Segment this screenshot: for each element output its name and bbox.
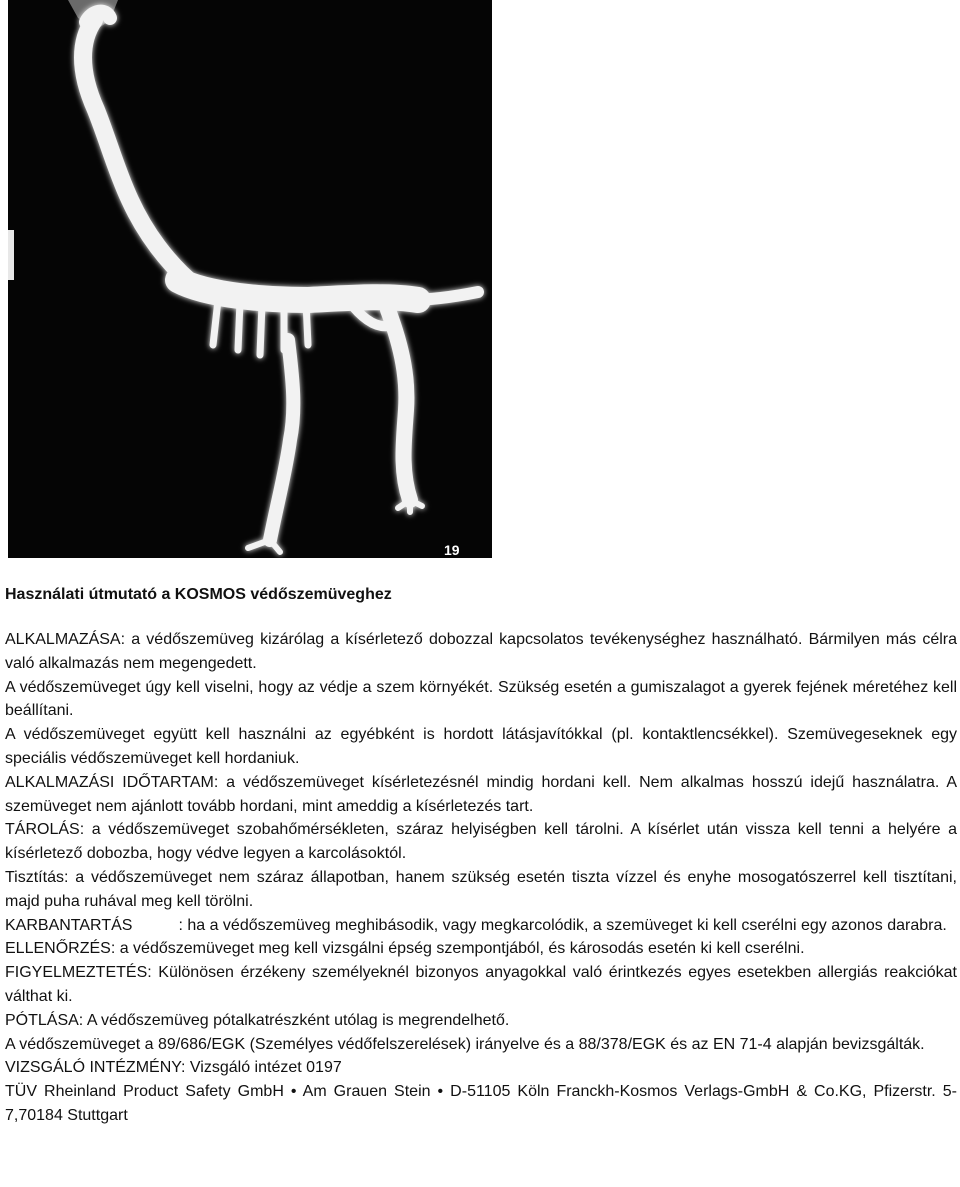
manual-text xyxy=(5,584,957,1128)
paragraph-replacement: PÓTLÁSA: A védőszemüveg pótalkatrészként utólag is megrendelhető. xyxy=(5,1011,510,1029)
page-number: 19 xyxy=(444,542,460,558)
paragraph-directive: A védőszemüveget a 89/686/EGK (Személyes védőfelszerelések) irányelve és a 88/378/EGK és az EN 71-4 alapján bevizsgálták. xyxy=(5,1035,925,1053)
manual-title: Használati útmutató a KOSMOS védőszemüveghez xyxy=(5,586,392,603)
skeleton-illustration xyxy=(8,0,492,558)
paragraph-test-institute: VIZSGÁLÓ INTÉZMÉNY: Vizsgáló intézet 0197 xyxy=(5,1059,342,1077)
maintenance-label: KARBANTARTÁS xyxy=(5,916,133,934)
paragraph-cleaning: Tisztítás: a védőszemüveget nem száraz állapotban, hanem szükség esetén tiszta vízzel és enyhe mosogatószerrel kell tisztítani, majd puha ruhával meg kell törölni. xyxy=(5,868,957,910)
paragraph-address: TÜV Rheinland Product Safety GmbH • Am Grauen Stein • D-51105 Köln Franckh-Kosmos Verlags-GmbH & Co.KG, Pfizerstr. 5-7,70184 Stuttgart xyxy=(5,1083,957,1124)
paragraph-storage: TÁROLÁS: a védőszemüveget szobahőmérsékleten, száraz helyiségben kell tárolni. A kísérlet után vissza kell tenni a helyére a kísérletező dobozba, hogy védve legyen a karcolásoktól. xyxy=(5,821,957,863)
maintenance-text: : ha a védőszemüveg meghibásodik, vagy megkarcolódik, a szemüveget ki kell cserélni egy azonos darabra. xyxy=(178,916,947,934)
paragraph-duration: ALKALMAZÁSI IDŐTARTAM: a védőszemüveget kísérletezésnél mindig hordani kell. Nem alkalmas hosszú idejű használatra. A szemüveget nem ajánlott tovább hordani, mint ameddig a kísérletezés tart. xyxy=(5,773,957,815)
paragraph-inspection: ELLENŐRZÉS: a védőszemüveget meg kell vizsgálni épség szempontjából, és károsodás esetén ki kell cserélni. xyxy=(5,940,805,958)
paragraph-usage: ALKALMAZÁSA: a védőszemüveg kizárólag a kísérletező dobozzal kapcsolatos tevékenységhez használható. Bármilyen más célra való alkalmazás nem megengedett. xyxy=(5,631,957,672)
paragraph-wearing: A védőszemüveget úgy kell viselni, hogy az védje a szem környékét. Szükség esetén a gumiszalagot a gyerek fejének méretéhez kell beállítani. xyxy=(5,678,957,720)
paragraph-warning: FIGYELMEZTETÉS: Különösen érzékeny személyeknél bizonyos anyagokkal való érintkezés egyes esetekben allergiás reakciókat válthat ki. xyxy=(5,964,957,1005)
dinosaur-skeleton-photo xyxy=(8,0,492,558)
paragraph-maintenance xyxy=(5,914,957,938)
paragraph-correction: A védőszemüveget együtt kell használni az egyébként is hordott látásjavítókkal (pl. kontaktlencsékkel). Szemüvegeseknek egy speciális védőszemüveget kell hordaniuk. xyxy=(5,726,957,767)
